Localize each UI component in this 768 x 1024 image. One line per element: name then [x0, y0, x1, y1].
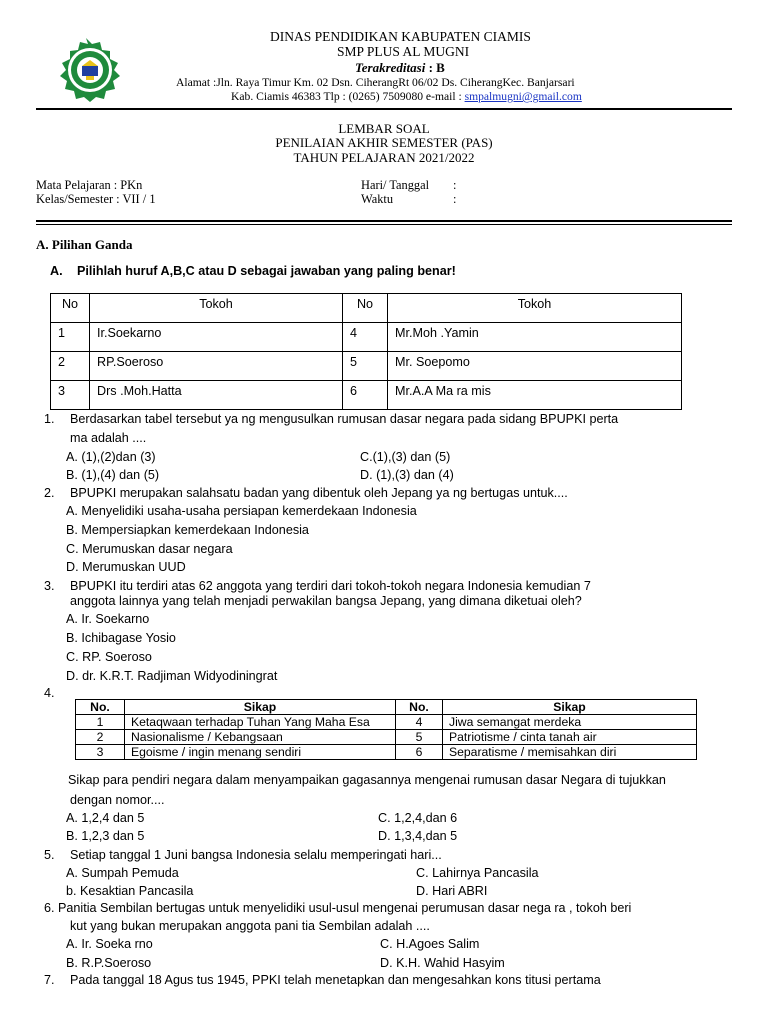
q2-option-c: C. Merumuskan dasar negara	[66, 542, 233, 556]
q5-number: 5.	[44, 848, 55, 862]
info-divider-bottom	[36, 224, 732, 225]
tokoh-table	[50, 293, 682, 410]
q6-option-d: D. K.H. Wahid Hasyim	[380, 956, 505, 970]
q4-option-c: C. 1,2,4,dan 6	[378, 811, 458, 825]
q1-number: 1.	[44, 412, 55, 426]
header-divider	[36, 108, 732, 110]
time-value: :	[453, 192, 457, 206]
table-cell: 5	[343, 352, 388, 381]
title-line-2: PENILAIAN AKHIR SEMESTER (PAS)	[275, 135, 493, 150]
q1-option-d: D. (1),(3) dan (4)	[360, 468, 454, 482]
time-label: Waktu	[361, 192, 394, 206]
q3-option-c: C. RP. Soeroso	[66, 650, 152, 664]
table-row	[76, 745, 697, 760]
q5-option-a: A. Sumpah Pemuda	[66, 866, 179, 880]
q5-text: Setiap tanggal 1 Juni bangsa Indonesia selalu memperingati hari...	[70, 848, 442, 862]
title-line-1: LEMBAR SOAL	[338, 121, 430, 136]
table-row	[76, 715, 697, 730]
q1-option-c: C.(1),(3) dan (5)	[360, 450, 451, 464]
email-link[interactable]: smpalmugni@gmail.com	[464, 90, 582, 103]
sikap-table	[75, 699, 697, 760]
q2-option-d: D. Merumuskan UUD	[66, 560, 186, 574]
q4-number: 4.	[44, 686, 55, 700]
table-cell: 1	[76, 715, 125, 730]
table-row	[51, 323, 682, 352]
table-row	[76, 730, 697, 745]
header-school: SMP PLUS AL MUGNI	[337, 44, 470, 59]
table-cell: 2	[76, 730, 125, 745]
q6-text-1: 6. Panitia Sembilan bertugas untuk menyelidiki usul-usul mengenai perumusan dasar nega ra , tokoh beri	[44, 901, 632, 915]
table-cell: 3	[76, 745, 125, 760]
table-header-row	[76, 700, 697, 715]
header-address-1: Alamat :Jln. Raya Timur Km. 02 Dsn. CiherangRt 06/02 Ds. CiherangKec. Banjarsari	[176, 76, 575, 89]
table-header-cell: No	[51, 294, 90, 323]
table-cell: RP.Soeroso	[90, 352, 343, 381]
q3-number: 3.	[44, 579, 55, 593]
subject-label: Mata Pelajaran : PKn	[36, 178, 143, 192]
table-cell: Mr.Moh .Yamin	[388, 323, 682, 352]
instruction-text: Pilihlah huruf A,B,C atau D sebagai jawaban yang paling benar!	[77, 264, 456, 278]
q7-number: 7.	[44, 973, 55, 987]
q5-option-b: b. Kesaktian Pancasila	[66, 884, 194, 898]
q7-text: Pada tanggal 18 Agus tus 1945, PPKI telah menetapkan dan mengesahkan kons titusi pertama	[70, 973, 601, 987]
accreditation-label: Terakreditasi	[355, 60, 426, 75]
q4-option-d: D. 1,3,4,dan 5	[378, 829, 458, 843]
table-header-cell: Sikap	[443, 700, 697, 715]
section-heading: A. Pilihan Ganda	[36, 237, 133, 252]
table-row	[51, 381, 682, 410]
table-cell: Ir.Soekarno	[90, 323, 343, 352]
info-divider-top	[36, 220, 732, 222]
school-logo	[40, 36, 132, 102]
table-cell: Drs .Moh.Hatta	[90, 381, 343, 410]
table-cell: 4	[343, 323, 388, 352]
q5-option-c: C. Lahirnya Pancasila	[416, 866, 539, 880]
table-header-row	[51, 294, 682, 323]
table-row	[51, 352, 682, 381]
table-cell: 6	[343, 381, 388, 410]
table-header-cell: Tokoh	[90, 294, 343, 323]
q1-text-1: Berdasarkan tabel tersebut ya ng mengusulkan rumusan dasar negara pada sidang BPUPKI perta	[70, 412, 619, 426]
q2-text: BPUPKI merupakan salahsatu badan yang dibentuk oleh Jepang ya ng bertugas untuk....	[70, 486, 568, 500]
q6-option-b: B. R.P.Soeroso	[66, 956, 152, 970]
q1-text-2: ma adalah ....	[70, 431, 147, 445]
table-cell: Mr.A.A Ma ra mis	[388, 381, 682, 410]
table-header-cell: No.	[396, 700, 443, 715]
instruction-number: A.	[50, 264, 63, 278]
q4-text-1: Sikap para pendiri negara dalam menyampaikan gagasannya mengenai rumusan dasar Negara di tujukkan	[68, 773, 666, 787]
table-header-cell: No.	[76, 700, 125, 715]
table-cell: 5	[396, 730, 443, 745]
q3-text-1: BPUPKI itu terdiri atas 62 anggota yang terdiri dari tokoh-tokoh negara Indonesia kemudian 7	[70, 579, 591, 593]
q4-option-a: A. 1,2,4 dan 5	[66, 811, 145, 825]
q3-option-d: D. dr. K.R.T. Radjiman Widyodiningrat	[66, 669, 278, 683]
table-cell: Mr. Soepomo	[388, 352, 682, 381]
table-cell: Patriotisme / cinta tanah air	[443, 730, 697, 745]
q5-option-d: D. Hari ABRI	[416, 884, 488, 898]
q3-option-b: B. Ichibagase Yosio	[66, 631, 176, 645]
table-cell: Nasionalisme / Kebangsaan	[125, 730, 396, 745]
table-header-cell: Sikap	[125, 700, 396, 715]
q6-text-2: kut yang bukan merupakan anggota pani tia Sembilan adalah ....	[70, 919, 430, 933]
table-cell: Jiwa semangat merdeka	[443, 715, 697, 730]
header-agency: DINAS PENDIDIKAN KABUPATEN CIAMIS	[270, 29, 531, 44]
q3-text-2: anggota lainnya yang telah menjadi perwakilan bangsa Jepang, yang dimana diketuai oleh?	[70, 594, 582, 608]
header-accreditation	[355, 60, 445, 76]
q1-option-a: A. (1),(2)dan (3)	[66, 450, 156, 464]
table-header-cell: Tokoh	[388, 294, 682, 323]
q6-option-c: C. H.Agoes Salim	[380, 937, 480, 951]
table-cell: Separatisme / memisahkan diri	[443, 745, 697, 760]
q2-option-b: B. Mempersiapkan kemerdekaan Indonesia	[66, 523, 309, 537]
address-phone: Kab. Ciamis 46383 Tlp : (0265) 7509080 e-mail :	[231, 90, 462, 103]
table-cell: 1	[51, 323, 90, 352]
class-label: Kelas/Semester : VII / 1	[36, 192, 156, 206]
q2-number: 2.	[44, 486, 55, 500]
q6-option-a: A. Ir. Soeka rno	[66, 937, 153, 951]
header-address-2	[231, 90, 582, 103]
q3-option-a: A. Ir. Soekarno	[66, 612, 150, 626]
table-cell: 4	[396, 715, 443, 730]
title-line-3: TAHUN PELAJARAN 2021/2022	[293, 150, 475, 165]
q1-option-b: B. (1),(4) dan (5)	[66, 468, 160, 482]
q4-text-2: dengan nomor....	[70, 793, 165, 807]
accreditation-value: : B	[428, 60, 445, 75]
q2-option-a: A. Menyelidiki usaha-usaha persiapan kemerdekaan Indonesia	[66, 504, 417, 518]
table-cell: Ketaqwaan terhadap Tuhan Yang Maha Esa	[125, 715, 396, 730]
table-cell: Egoisme / ingin menang sendiri	[125, 745, 396, 760]
table-header-cell: No	[343, 294, 388, 323]
q4-option-b: B. 1,2,3 dan 5	[66, 829, 145, 843]
day-value: :	[453, 178, 457, 192]
table-cell: 3	[51, 381, 90, 410]
table-cell: 2	[51, 352, 90, 381]
table-cell: 6	[396, 745, 443, 760]
day-label: Hari/ Tanggal	[361, 178, 430, 192]
